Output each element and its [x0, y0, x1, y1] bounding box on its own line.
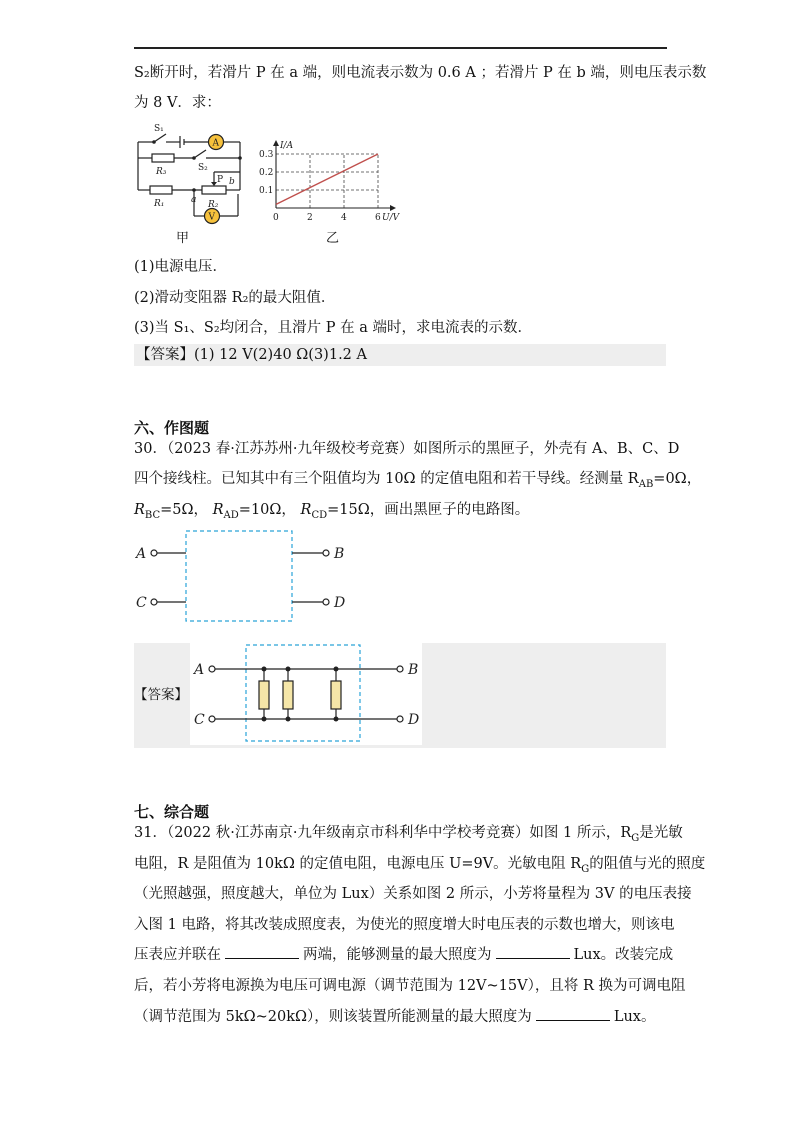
answer-terminal-d: D — [408, 712, 420, 728]
terminal-c: C — [136, 595, 147, 611]
label-ammeter: A — [212, 138, 219, 149]
header-rule — [134, 47, 667, 49]
label-voltmeter: V — [208, 212, 215, 223]
caption-jia: 甲 — [176, 231, 190, 246]
p31-line5: 压表应并联在 两端，能够测量的最大照度为 Lux。改装完成 — [134, 944, 673, 966]
p30-line3: $R_{BC}=5\Omega$， $R_{AD}=10\Omega$， $R_{CD}=15\Omega$，画出黑匣子的电路图。 — [134, 502, 530, 521]
label-b: b — [229, 177, 235, 187]
p30-answer-bar — [134, 643, 666, 748]
p31-line3: （光照越强，照度越大，单位为 Lux）关系如图 2 所示，小芳将量程为 3V 的电压表接 — [134, 886, 692, 902]
p30-line2: 四个接线柱。已知其中有三个阻值均为 10Ω 的定值电阻和若干导线。经测量 $R_{AB}=0\Omega$， — [134, 471, 702, 490]
label-r2: R₂ — [208, 200, 219, 210]
label-r1: R₁ — [154, 199, 165, 209]
x-tick-label: 6 — [375, 213, 381, 223]
x-tick-label: 0 — [273, 213, 279, 223]
p31-line2: 电阻，R 是阻值为 10kΩ 的定值电阻，电源电压 U=9V。光敏电阻 $R_G$的阻值与光的照度 — [134, 856, 706, 875]
p29-question-1: (1)电源电压． — [134, 259, 228, 275]
answer-terminal-c: C — [194, 712, 205, 728]
p29-answer-bar — [134, 344, 666, 366]
p29-answer: 【答案】(1) 12 V(2)40 Ω(3)1.2 A — [136, 347, 367, 363]
y-tick-label: 0.3 — [259, 150, 274, 160]
blank-2[interactable] — [496, 944, 570, 959]
p29-question-3: (3)当 S₁、S₂均闭合，且滑片 P 在 a 端时，求电流表的示数． — [134, 320, 532, 336]
p30-answer-circuit — [190, 643, 422, 745]
section7-heading: 七、综合题 — [134, 803, 210, 821]
circuit-figure-jia — [134, 120, 246, 245]
x-tick-label: 2 — [307, 213, 313, 223]
label-r3: R₃ — [156, 167, 167, 177]
y-tick-label: 0.1 — [259, 186, 274, 196]
p29-question-2: (2)滑动变阻器 R₂的最大阻值． — [134, 290, 336, 306]
y-axis-arrow — [273, 140, 279, 146]
p31-line7: （调节范围为 5kΩ~20kΩ），则该装置所能测量的最大照度为 Lux。 — [134, 1006, 655, 1028]
p31-line1: 31．（2022 秋·江苏南京·九年级南京市科利华中学校考竞赛）如图 1 所示，$R_G$是光敏 — [134, 825, 683, 844]
terminal-d: D — [334, 595, 346, 611]
blank-1[interactable] — [225, 944, 299, 959]
p29-line1: S₂断开时，若滑片 P 在 a 端，则电流表示数为 0.6 A ；若滑片 P 在 b 端，则电压表示数 — [134, 65, 707, 81]
y-axis-label: I/A — [280, 141, 294, 151]
answer-terminal-a: A — [194, 662, 205, 678]
x-axis-label: U/V — [382, 213, 400, 223]
label-a: a — [191, 195, 197, 205]
p30-line1: 30．（2023 春·江苏苏州·九年级校考竞赛）如图所示的黑匣子，外壳有 A、B、C、D — [134, 441, 680, 457]
p31-line4: 入图 1 电路，将其改装成照度表，为使光的照度增大时电压表的示数也增大，则该电 — [134, 917, 675, 933]
p29-line2: 为 8 V．求： — [134, 95, 221, 111]
caption-yi: 乙 — [326, 231, 340, 246]
label-s1: S₁ — [154, 124, 164, 134]
x-tick-label: 4 — [341, 213, 347, 223]
y-tick-label: 0.2 — [259, 168, 274, 178]
series-line — [276, 154, 378, 204]
black-box-figure — [134, 528, 364, 628]
blank-3[interactable] — [536, 1006, 610, 1021]
label-p: P — [217, 175, 224, 185]
label-s2: S₂ — [198, 163, 208, 173]
x-axis-arrow — [390, 205, 396, 211]
p31-line6: 后，若小芳将电源换为电压可调电源（调节范围为 12V~15V），且将 R 换为可调电阻 — [134, 978, 686, 994]
i-u-chart — [258, 138, 408, 228]
answer-terminal-b: B — [408, 662, 419, 678]
terminal-a: A — [136, 546, 147, 562]
p30-answer-label: 【答案】 — [134, 687, 188, 703]
terminal-b: B — [334, 546, 345, 562]
section6-heading: 六、作图题 — [134, 419, 210, 437]
